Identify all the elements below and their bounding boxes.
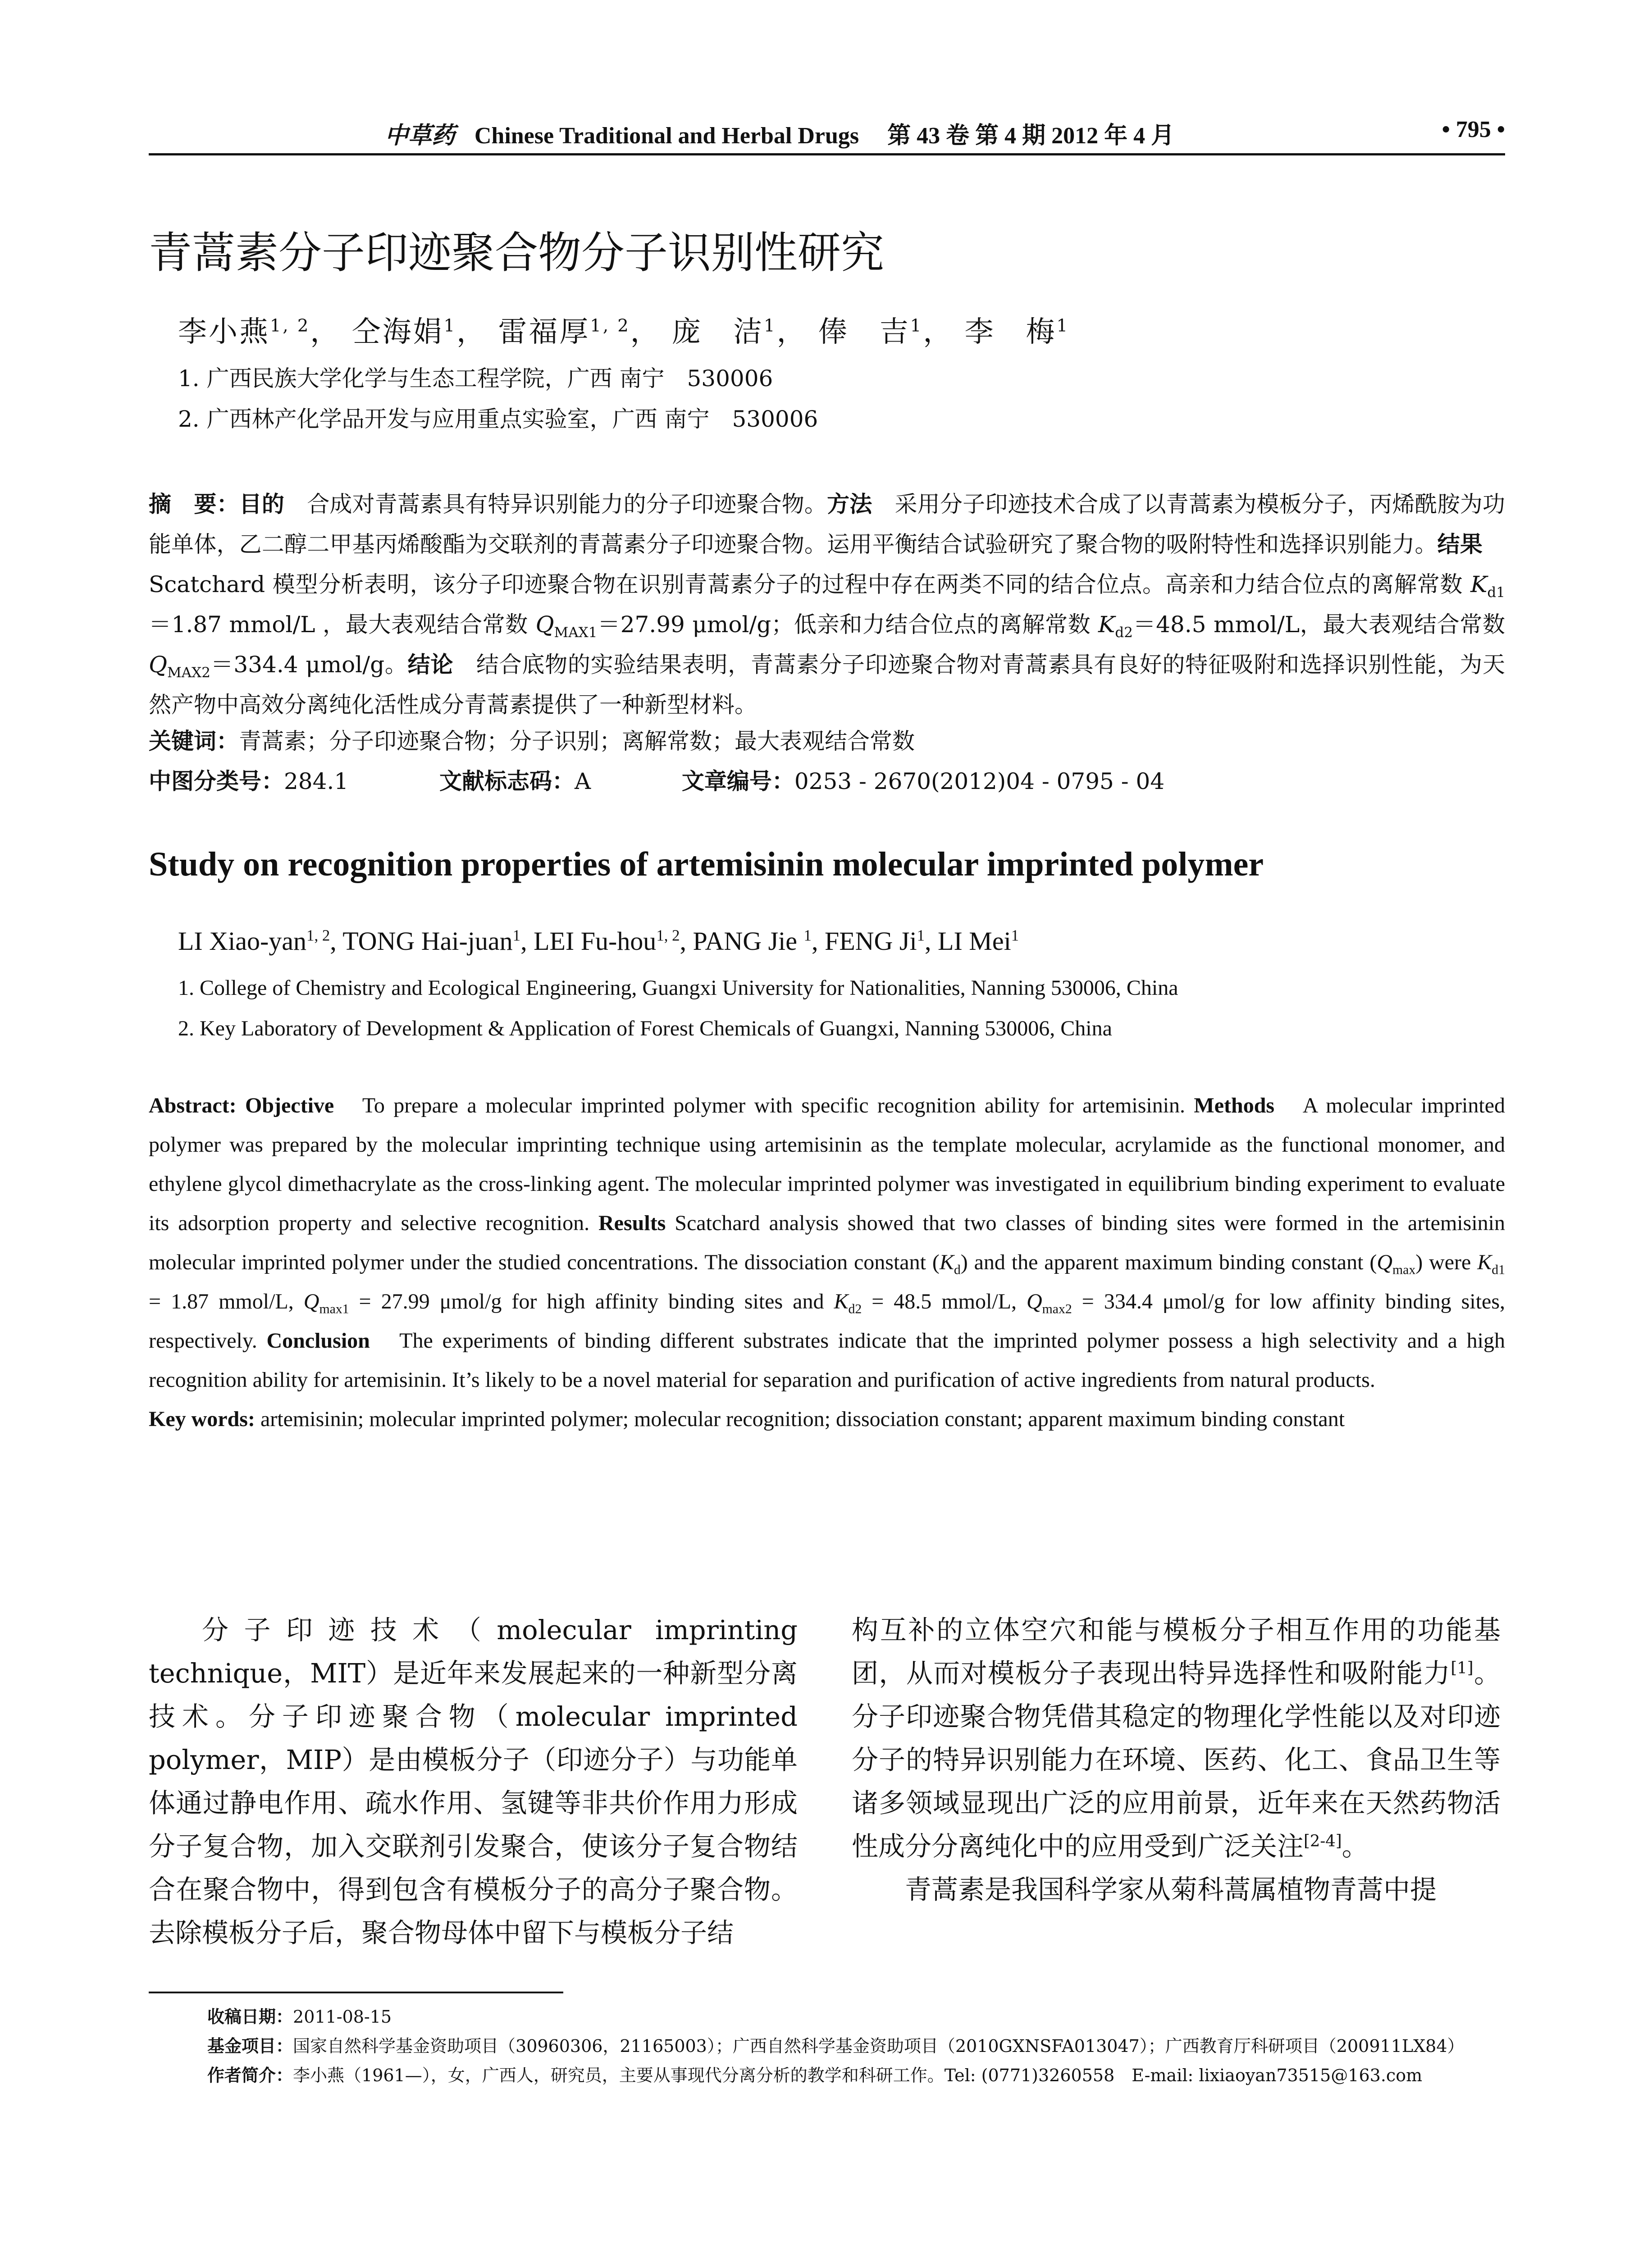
journal-name-en: Chinese Traditional and Herbal Drugs [474,123,859,149]
qmax2-subscript: MAX2 [167,665,210,681]
page-number: • 795 • [1442,117,1505,142]
body-text: 构互补的立体空穴和能与模板分子相互作用的功能基团，从而对模板分子表现出特异选择性和吸附能力 [852,1614,1501,1689]
author-name: 李 梅 [964,315,1057,349]
conclusion-text: 结合底物的实验结果表明，青蒿素分子印迹聚合物对青蒿素具有良好的特征吸附和选择识别性能，为天然产物中高效分离纯化活性成分青蒿素提供了一种新型材料。 [149,652,1506,718]
qmax1-value: = 27.99 μmol/g for high affinity binding sites and [349,1290,834,1313]
results-text-2: ) and the apparent maximum binding constant ( [960,1250,1377,1274]
kd1-subscript: d1 [1487,584,1505,601]
conclusion-label: Conclusion [266,1329,370,1353]
authors-en: LI Xiao-yan$^{1, 2}$, TONG Hai-juan$^1$, LEI Fu-hou$^{1, 2}$, PANG Jie $^1$, FENG Ji$^1$, LI Mei$^1$ [178,926,1019,956]
keywords-cn [149,723,915,756]
results-label: Results [598,1211,666,1235]
running-header [149,113,1505,155]
results-text: Scatchard analysis showed that two classes of binding sites were formed in the artemisinin molecular imprinted polymer under the studied concentrations. The dissociation constant ( [149,1211,1505,1274]
methods-text: A molecular imprinted polymer was prepared by the molecular imprinting technique using artemisinin as the template molecular, acrylamide as the functional monomer, and ethylene glycol dimethacrylate as the cross-linking agent. The molecular imprinted polymer was investigated in equilibrium binding experiment to evaluate its adsorption property and selective recognition. [149,1094,1505,1235]
abstract-en [149,1086,1505,1439]
author-affil-mark: 1 [512,926,521,944]
author-bio-text: 李小燕（1961—），女，广西人，研究员，主要从事现代分离分析的教学和科研工作。Tel: (0771)3260558 E-mail: lixiaoyan73515@163.com [293,2065,1423,2085]
affiliation-cn-2: 2. 广西林产化学品开发与应用重点实验室，广西 南宁 530006 [178,406,818,432]
results-text-3: ) were [1415,1250,1478,1274]
author-affil-mark: 1 [443,315,457,336]
author-name: 仝海娟 [351,315,444,349]
author-name: LEI Fu-hou [534,926,657,956]
kd2-value: = 48.5 mmol/L, [862,1290,1027,1313]
author-affil-mark: 1 [1056,315,1069,336]
qmax-symbol: Q [1377,1250,1392,1274]
author-affil-mark: 1, 2 [656,926,680,944]
footnote-fund [207,2032,1465,2057]
kd2-symbol: K [1098,611,1115,638]
article-no-value: 0253 - 2670(2012)04 - 0795 - 04 [794,768,1165,794]
citation-ref: [1] [1451,1659,1474,1678]
qmax1-symbol: Q [535,611,554,638]
classification-row [149,763,1164,796]
received-date: 2011-08-15 [293,2007,392,2027]
keywords-text: 青蒿素；分子印迹聚合物；分子识别；离解常数；最大表观结合常数 [239,728,915,754]
title-en: Study on recognition properties of artemisinin molecular imprinted polymer [149,845,1264,883]
body-text: 。分子印迹聚合物凭借其稳定的物理化学性能以及对印迹分子的特异识别能力在环境、医药、化工、食品卫生等诸多领域显现出广泛的应用前景，近年来在天然药物活性成分分离纯化中的应用受到广泛关注 [852,1658,1501,1862]
kd2-symbol: K [834,1290,849,1313]
footnote-author [207,2061,1422,2086]
body-paragraph: 青蒿素是我国科学家从菊科蒿属植物青蒿中提 [905,1874,1437,1905]
author-name: FENG Ji [824,926,917,956]
kd2-subscript: d2 [848,1301,862,1317]
body-column-right [852,1609,1501,1911]
author-name: LI Xiao-yan [178,926,307,956]
keywords-text: artemisinin; molecular imprinted polymer; molecular recognition; dissociation constant; apparent maximum binding constant [255,1407,1345,1431]
affiliation-en-1: 1. College of Chemistry and Ecological Engineering, Guangxi University for Nationalities, Nanning 530006, China [178,976,1178,1000]
methods-label: Methods [1194,1094,1275,1117]
kd1-symbol: K [1470,571,1488,597]
author-name: LI Mei [938,926,1011,956]
qmax1-symbol: Q [303,1290,319,1313]
kd1-value: ＝1.87 mmol/L ，最大表观结合常数 [149,611,536,638]
objective-label: Objective [245,1094,334,1117]
author-bio-label: 作者简介： [207,2065,293,2085]
journal-name-cn: 中草药 [384,122,455,149]
body-column-left [149,1609,798,1955]
kd1-subscript: d1 [1492,1262,1505,1277]
author-affil-mark: 1 [803,926,812,944]
doc-code-value: A [574,768,591,794]
author-affil-mark: 1, 2 [270,315,310,336]
objective-label: 目的 [239,491,285,517]
body-text: 。 [1342,1831,1369,1862]
abstract-label: 摘 要： [149,491,239,517]
author-name: 李小燕 [178,315,270,349]
footnote-received [207,2003,392,2028]
author-name: 庞 洁 [672,315,764,349]
kd2-value: ＝48.5 mmol/L，最大表观结合常数 [1132,611,1505,638]
objective-text: 合成对青蒿素具有特异识别能力的分子印迹聚合物。 [284,491,827,517]
author-name: 俸 吉 [818,315,910,349]
qmax2-subscript: max2 [1042,1301,1072,1317]
qmax1-subscript: max1 [319,1301,349,1317]
qmax2-value: ＝334.4 μmol/g。 [210,652,408,678]
kd1-symbol: K [1477,1250,1492,1274]
abstract-cn [149,484,1505,725]
author-affil-mark: 1 [764,315,777,336]
results-text: Scatchard 模型分析表明，该分子印迹聚合物在识别青蒿素分子的过程中存在两类不同的结合位点。高亲和力结合位点的离解常数 [149,531,1506,597]
methods-text: 采用分子印迹技术合成了以青蒿素为模板分子，丙烯酰胺为功能单体，乙二醇二甲基丙烯酸酯为交联剂的青蒿素分子印迹聚合物。运用平衡结合试验研究了聚合物的吸附特性和选择识别能力。 [149,491,1506,557]
results-label: 结果 [1437,531,1483,557]
fund-label: 基金项目： [207,2036,293,2056]
author-affil-mark: 1 [910,315,923,336]
conclusion-label: 结论 [407,652,454,678]
clc-value: 284.1 [284,768,349,794]
body-paragraph [852,1609,1501,1868]
body-paragraph: 分子印迹技术（molecular imprinting technique，MIT）是近年来发展起来的一种新型分离技术。分子印迹聚合物（molecular imprinted polymer，MIP）是由模板分子（印迹分子）与功能单体通过静电作用、疏水作用、氢键等非共价作用力形成分子复合物，加入交联剂引发聚合，使该分子复合物结合在聚合物中，得到包含有模板分子的高分子聚合物。去除模板分子后，聚合物母体中留下与模板分子结 [149,1614,798,1948]
affiliation-en-2: 2. Key Laboratory of Development & Application of Forest Chemicals of Guangxi, Nanning 530006, China [178,1017,1112,1040]
affiliation-cn-1: 1. 广西民族大学化学与生态工程学院，广西 南宁 530006 [178,365,773,392]
methods-label: 方法 [827,491,872,517]
author-name: PANG Jie [693,926,804,956]
author-affil-mark: 1 [917,926,925,944]
author-affil-mark: 1, 2 [590,315,630,336]
abstract-label: Abstract: [149,1094,237,1117]
author-name: TONG Hai-juan [342,926,513,956]
author-affil-mark: 1, 2 [306,926,330,944]
author-affil-mark: 1 [1011,926,1019,944]
fund-text: 国家自然科学基金资助项目（30960306，21165003）；广西自然科学基金资助项目（2010GXNSFA013047）；广西教育厅科研项目（200911LX84） [293,2036,1465,2056]
journal-info [149,116,1410,150]
kd2-subscript: d2 [1115,625,1133,641]
author-name: 雷福厚 [498,315,590,349]
qmax-subscript: max [1392,1262,1416,1277]
qmax2-symbol: Q [149,652,167,678]
clc-label: 中图分类号： [149,768,284,794]
title-cn: 青蒿素分子印迹聚合物分子识别性研究 [149,228,884,278]
qmax1-subscript: MAX1 [554,625,598,641]
conclusion-text: The experiments of binding different substrates indicate that the imprinted polymer possess a high selectivity and a high recognition ability for artemisinin. It’s likely to be a novel material for separation and purification of active ingredients from natural products. [149,1329,1505,1392]
doc-code-label: 文献标志码： [439,768,575,794]
article-no-label: 文章编号： [681,768,794,794]
keywords-label: 关键词： [149,728,239,754]
qmax2-symbol: Q [1026,1290,1042,1313]
issue-info: 第 43 卷 第 4 期 2012 年 4 月 [887,123,1175,149]
qmax2-value: = 334.4 μmol/g for low affinity binding sites, respectively. [149,1290,1506,1353]
received-label: 收稿日期： [207,2007,293,2027]
qmax1-value: ＝27.99 μmol/g；低亲和力结合位点的离解常数 [597,611,1098,638]
authors-cn: 李小燕$^{1, 2}$， 仝海娟$^1$， 雷福厚$^{1, 2}$， 庞 洁$^1$， 俸 吉$^1$， 李 梅$^1$ [178,315,1069,349]
kd-symbol: K [939,1250,954,1274]
footnote-divider [149,1992,563,1993]
objective-text: To prepare a molecular imprinted polymer with specific recognition ability for artemisinin. [334,1094,1194,1117]
kd1-value: = 1.87 mmol/L, [149,1290,304,1313]
citation-ref: [2-4] [1304,1832,1342,1851]
kd-subscript: d [954,1262,961,1277]
keywords-label: Key words: [149,1407,255,1431]
